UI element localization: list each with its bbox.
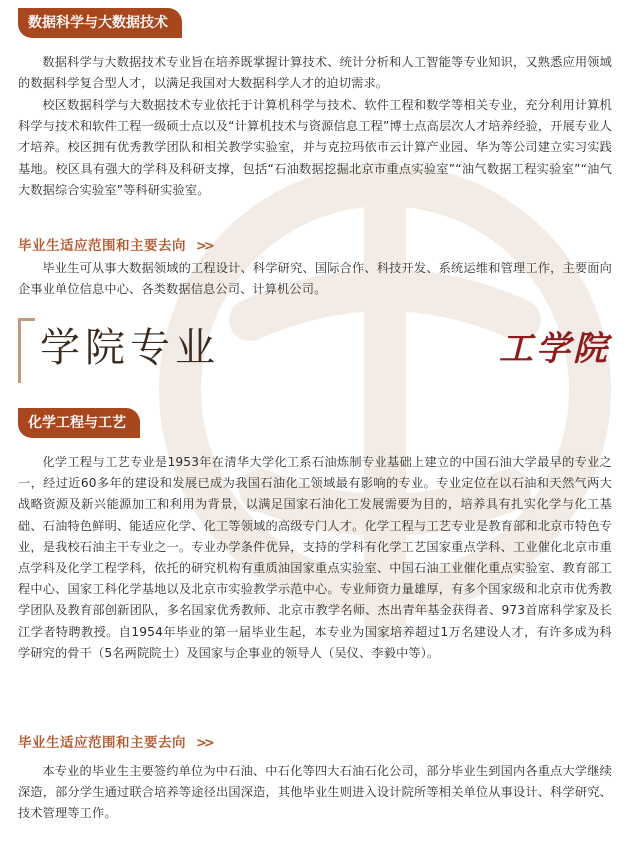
employment-text-data-science: 毕业生可从事大数据领域的工程设计、科学研究、国际合作、科技开发、系统运维和管理工作，主要面向企事业单位信息中心、各类数据信息公司、计算机公司。 <box>18 261 612 297</box>
employment-heading-label: 毕业生适应范围和主要去向 <box>18 238 186 254</box>
section-tag-chemical-engineering: 化学工程与工艺 <box>18 408 140 438</box>
employment-heading-chemical-engineering <box>18 731 212 751</box>
section-title: 学院专业 <box>40 325 220 371</box>
title-bracket-decoration <box>18 318 35 383</box>
employment-text-chemical-engineering: 本专业的毕业生主要签约单位为中石油、中石化等四大石油石化公司，部分毕业生到国内各重点大学继续深造，部分学生通过联合培养等途径出国深造，其他毕业生则进入设计院所等相关单位从事设计、科学研究、技术管理等工作。 <box>18 764 612 821</box>
double-chevron-right-icon: >> <box>196 239 212 254</box>
data-science-intro: 数据科学与大数据技术专业旨在培养既掌握计算技术、统计分析和人工智能等专业知识，又熟悉应用领域的数据科学复合型人才，以满足我国对大数据科学人才的迫切需求。 <box>18 55 612 91</box>
employment-heading-data-science <box>18 234 212 254</box>
chemical-engineering-intro: 化学工程与工艺专业是1953年在清华大学化工系石油炼制专业基础上建立的中国石油大学最早的专业之一，经过近60多年的建设和发展已成为我国石油化工领域最有影响的专业。专业定位在以石油和天然气两大战略资源及新兴能源加工和利用为背景，以满足国家石油化工发展需要为目的，培养具有扎实化学与化工基础、石油特色鲜明、能适应化学、化工等领域的高级专门人才。化学工程与工艺专业是教育部和北京市特色专业，是我校石油主干专业之一。专业办学条件优异，支持的学科有化学工艺国家重点学科、工业催化北京市重点学科及化学工程学科，依托的研究机构有重质油国家重点实验室、中国石油工业催化重点实验室、教育部工程中心、国家工科化学基地以及北京市实验教学示范中心。专业师资力量雄厚，有多个国家级和北京市优秀教学团队及教育部创新团队，多名国家优秀教师、北京市教学名师、杰出青年基金获得者、973首席科学家及长江学者特聘教授。自1954年毕业的第一届毕业生起，本专业为国家培养超过1万名建设人才，有许多成为科学研究的骨干（5名两院院士）及国家与企事业的领导人（吴仪、李毅中等）。 <box>18 455 612 660</box>
college-name: 工学院 <box>499 329 610 369</box>
double-chevron-right-icon: >> <box>196 736 212 751</box>
data-science-detail: 校区数据科学与大数据技术专业依托于计算机科学与技术、软件工程和数学等相关专业，充分利用计算机科学与技术和软件工程一级硕士点以及“计算机技术与资源信息工程”博士点高层次人才培养经验，开展专业人才培养。校区拥有优秀教学团队和相关教学实验室，并与克拉玛依市云计算产业园、华为等公司建立实习实践基地。校区具有强大的学科及科研支撑，包括“石油数据挖掘北京市重点实验室”“油气数据工程实验室”“油气大数据综合实验室”等科研实验室。 <box>18 98 612 197</box>
employment-heading-label: 毕业生适应范围和主要去向 <box>18 735 186 751</box>
section-tag-data-science: 数据科学与大数据技术 <box>18 8 182 38</box>
